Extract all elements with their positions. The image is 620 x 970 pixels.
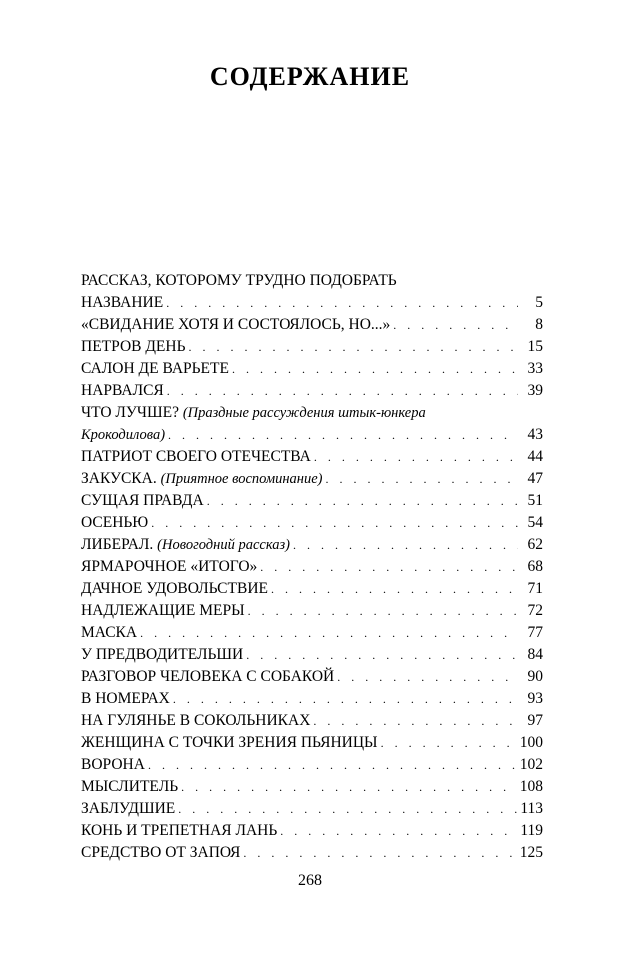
leader-dots (381, 732, 517, 754)
toc-entry-page: 113 (520, 800, 543, 817)
leader-dots (314, 446, 518, 468)
toc-entry-title: ЧТО ЛУЧШЕ? (81, 404, 179, 421)
toc-entry-title: ЗАКУСКА. (81, 470, 157, 487)
toc-entry-page: 15 (527, 338, 543, 355)
leader-dots (168, 424, 518, 446)
leader-dots (173, 688, 518, 710)
toc-entry (81, 732, 543, 754)
toc-entry-page: 102 (519, 756, 543, 773)
toc-entry (81, 688, 543, 710)
toc-entry-title: НА ГУЛЯНЬЕ В СОКОЛЬНИКАХ (81, 712, 311, 729)
leader-dots (243, 842, 516, 864)
toc-entry (81, 358, 543, 380)
toc-entry-title: ЛИБЕРАЛ. (81, 536, 154, 553)
toc-entry-title: НАЗВАНИЕ (81, 294, 164, 311)
toc-entry (81, 622, 543, 644)
toc-entry (81, 578, 543, 600)
leader-dots (326, 468, 518, 490)
toc-entry (81, 820, 543, 842)
page-title: СОДЕРЖАНИЕ (209, 62, 411, 91)
leader-dots (181, 776, 517, 798)
toc-entry-title-line1: РАССКАЗ, КОТОРОМУ ТРУДНО ПОДОБРАТЬ (81, 272, 397, 289)
toc-entry (81, 446, 543, 468)
leader-dots (148, 754, 517, 776)
toc-entry-title: ЯРМАРОЧНОЕ «ИТОГО» (81, 558, 258, 575)
toc-entry-page: 43 (527, 426, 543, 443)
toc-entry-title: У ПРЕДВОДИТЕЛЬШИ (81, 646, 244, 663)
toc-entry-page: 77 (527, 624, 543, 641)
leader-dots (280, 820, 517, 842)
leader-dots (313, 710, 518, 732)
toc-entry-title: ОСЕНЬЮ (81, 514, 149, 531)
toc-entry-title: ДАЧНОЕ УДОВОЛЬСТВИЕ (81, 580, 268, 597)
toc-entry-title: САЛОН ДЕ ВАРЬЕТЕ (81, 360, 229, 377)
toc-entry-page: 97 (527, 712, 543, 729)
leader-dots (271, 578, 518, 600)
toc-entry (81, 776, 543, 798)
toc-entry-title: СРЕДСТВО ОТ ЗАПОЯ (81, 844, 241, 861)
toc-entry (81, 644, 543, 666)
toc-entry-title: ПЕТРОВ ДЕНЬ (81, 338, 186, 355)
leader-dots (232, 358, 518, 380)
toc-entry-page: 90 (527, 668, 543, 685)
toc-entry-title: СУЩАЯ ПРАВДА (81, 492, 204, 509)
toc-entry (81, 754, 543, 776)
toc-entry-title: МЫСЛИТЕЛЬ (81, 778, 179, 795)
toc-entry (81, 270, 543, 314)
leader-dots (178, 798, 517, 820)
toc-entry-subtitle: (Новогодний рассказ) (157, 537, 290, 553)
toc-entry-page: 84 (527, 646, 543, 663)
toc-entry (81, 490, 543, 512)
toc-entry (81, 336, 543, 358)
toc-entry (81, 556, 543, 578)
toc-entry-page: 93 (527, 690, 543, 707)
toc-entry-title: КОНЬ И ТРЕПЕТНАЯ ЛАНЬ (81, 822, 278, 839)
toc-entry-title: В НОМЕРАХ (81, 690, 170, 707)
toc-entry-page: 119 (520, 822, 543, 839)
toc-entry-subtitle: (Приятное воспоминание) (160, 471, 323, 487)
toc-entry-page: 125 (519, 844, 543, 861)
toc-entry-page: 100 (519, 734, 543, 751)
toc-entry-page: 39 (527, 382, 543, 399)
leader-dots (260, 556, 518, 578)
leader-dots (166, 292, 518, 314)
leader-dots (293, 534, 518, 556)
toc-entry (81, 402, 543, 446)
leader-dots (393, 314, 518, 336)
toc-entry (81, 842, 543, 864)
leader-dots (207, 490, 518, 512)
toc-entry (81, 468, 543, 490)
toc-entry-title: ВОРОНА (81, 756, 145, 773)
leader-dots (188, 336, 518, 358)
toc-entry-page: 47 (527, 470, 543, 487)
toc-entry-subtitle: (Праздные рассуждения штык-юнкера (182, 405, 426, 421)
leader-dots (337, 666, 518, 688)
toc-entry-page: 68 (527, 558, 543, 575)
toc-entry (81, 314, 543, 336)
toc-entry-title: НАРВАЛСЯ (81, 382, 164, 399)
toc-entry-subtitle-cont: Крокодилова) (81, 427, 166, 443)
toc-entry (81, 534, 543, 556)
leader-dots (151, 512, 518, 534)
toc-entry (81, 666, 543, 688)
toc-entry (81, 710, 543, 732)
table-of-contents (81, 270, 543, 864)
toc-entry-page: 33 (527, 360, 543, 377)
toc-entry (81, 600, 543, 622)
toc-entry-page: 108 (519, 778, 543, 795)
toc-entry-title-line1 (81, 402, 543, 424)
page-number: 268 (298, 872, 322, 889)
toc-entry (81, 798, 543, 820)
toc-entry-title: ЗАБЛУДШИЕ (81, 800, 176, 817)
toc-entry-page: 8 (535, 316, 543, 333)
leader-dots (140, 622, 518, 644)
toc-entry-title: «СВИДАНИЕ ХОТЯ И СОСТОЯЛОСЬ, НО...» (81, 316, 391, 333)
toc-entry (81, 512, 543, 534)
toc-entry (81, 380, 543, 402)
toc-entry-page: 5 (535, 294, 543, 311)
toc-entry-page: 44 (527, 448, 543, 465)
toc-entry-title: ПАТРИОТ СВОЕГО ОТЕЧЕСТВА (81, 448, 311, 465)
leader-dots (167, 380, 518, 402)
toc-entry-page: 54 (527, 514, 543, 531)
leader-dots (246, 644, 518, 666)
toc-entry-title: НАДЛЕЖАЩИЕ МЕРЫ (81, 602, 245, 619)
leader-dots (248, 600, 518, 622)
toc-entry-page: 51 (527, 492, 543, 509)
toc-entry-title: РАЗГОВОР ЧЕЛОВЕКА С СОБАКОЙ (81, 668, 335, 685)
toc-entry-title: ЖЕНЩИНА С ТОЧКИ ЗРЕНИЯ ПЬЯНИЦЫ (81, 734, 378, 751)
toc-entry-page: 62 (527, 536, 543, 553)
toc-entry-page: 72 (527, 602, 543, 619)
toc-entry-title: МАСКА (81, 624, 138, 641)
toc-entry-page: 71 (527, 580, 543, 597)
